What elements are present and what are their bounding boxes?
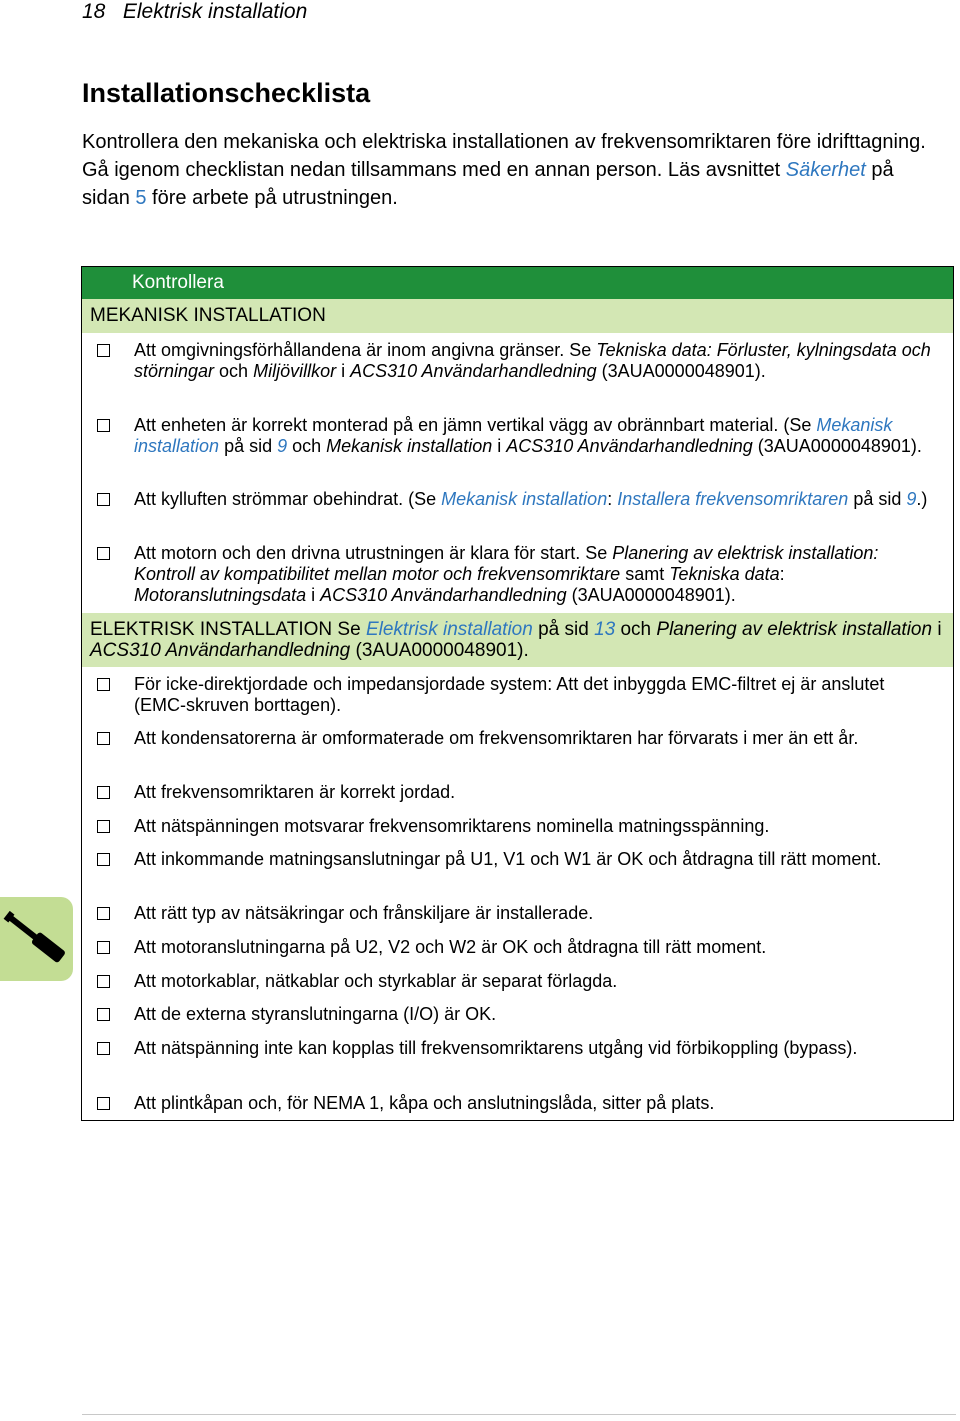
link-mekanisk-installation[interactable]: Mekanisk installation (441, 489, 608, 509)
link-page-13[interactable]: 13 (594, 619, 616, 640)
checkbox[interactable] (97, 1008, 110, 1021)
link-mekanisk-installation[interactable]: Mekanisk installation (134, 415, 893, 456)
checkbox[interactable] (97, 344, 110, 357)
page-header (82, 0, 307, 24)
checkbox[interactable] (97, 732, 110, 745)
checkbox[interactable] (97, 975, 110, 988)
link-installera[interactable]: Installera frekvensomriktaren (617, 489, 849, 509)
checkbox[interactable] (97, 820, 110, 833)
footer-divider (82, 1414, 956, 1415)
checkbox[interactable] (97, 941, 110, 954)
intro-paragraph: Kontrollera den mekaniska och elektriska installationen av frekvensomriktaren före idrifttagning. Gå igenom checklistan nedan tillsammans med en annan person. Läs avsnittet Säkerhet på sidan 5 före arbete på utrustningen. (82, 131, 926, 209)
link-page-9[interactable]: 9 (906, 489, 917, 509)
link-page-9[interactable]: 9 (277, 436, 288, 456)
page-number: 18 (82, 0, 106, 23)
section-mechanical: MEKANISK INSTALLATION (82, 299, 953, 333)
checkbox[interactable] (97, 786, 110, 799)
table-header: Kontrollera (82, 267, 953, 299)
link-elektrisk-installation[interactable]: Elektrisk installation (365, 619, 533, 640)
side-tab (0, 897, 73, 981)
link-page-5[interactable]: 5 (135, 187, 147, 209)
checkbox[interactable] (97, 853, 110, 866)
checkbox[interactable] (97, 419, 110, 432)
screwdriver-icon (0, 968, 73, 985)
checklist-table: Kontrollera MEKANISK INSTALLATION Att omgivningsförhållandena är inom angivna gränser. Se Tekniska data: Förluster, kylningsdata och störningar och Miljövillkor i ACS310 Användarhandledning (3AUA0000048901). Att enheten är korrekt monterad på en jämn vertikal vägg av obrännbart material. (Se Mekanisk installation på sid 9 och Mekanisk installation i ACS310 Användarhandledning (3AUA0000048901). Att kylluften strömmar obehindrat. (Se Mekanisk installation: Installera frekvensomriktaren på sid 9.) Att motorn och den drivna utrustningen är klara för start. Se Planering av elektrisk installation: Kontroll av kompatibilitet mellan motor och frekvensomriktare samt Tekniska data: Motoranslutningsdata i ACS310 Användarhandledning (3AUA0000048901). ELEKTRISK INSTALLATION Se Elektrisk installation på sid 13 och Planering av elektrisk installation i ACS310 Användarhandledning (3AUA0000048901). För icke-direktjordade och impedansjordade system: Att det inbyggda EMC-filtret ej är anslutet (EMC-skruven borttagen). Att kondensatorerna är omformaterade om frekvensomriktaren har förvarats i mer än ett år. Att frekvensomriktaren är korrekt jordad. Att nätspänningen motsvarar frekvensomriktarens nominella matningsspänning. Att inkommande matningsanslutningar på U1, V1 och W1 är OK och åtdragna till rätt moment. Att rätt typ av nätsäkringar och frånskiljare är installerade. Att motoranslutningarna på U2, V2 och W2 är OK och åtdragna till rätt moment. Att motorkablar, nätkablar och styrkablar är separat förlagda. Att de externa styranslutningarna (I/O) är OK. Att nätspänning inte kan kopplas till frekvensomriktarens utgång vid förbikoppling (bypass). Att plintkåpan och, för NEMA 1, kåpa och anslutningslåda, sitter på plats. (81, 266, 954, 1121)
checkbox[interactable] (97, 1042, 110, 1055)
checkbox[interactable] (97, 547, 110, 560)
section-electrical: ELEKTRISK INSTALLATION Se Elektrisk installation på sid 13 och Planering av elektrisk installation i ACS310 Användarhandledning (3AUA0000048901). (82, 613, 953, 667)
checkbox[interactable] (97, 493, 110, 506)
header-section: Elektrisk installation (122, 0, 308, 23)
link-sakerhet[interactable]: Säkerhet (785, 159, 866, 181)
checkbox[interactable] (97, 1097, 110, 1110)
checkbox[interactable] (97, 678, 110, 691)
page-title: Installationschecklista (82, 78, 371, 108)
checkbox[interactable] (97, 907, 110, 920)
